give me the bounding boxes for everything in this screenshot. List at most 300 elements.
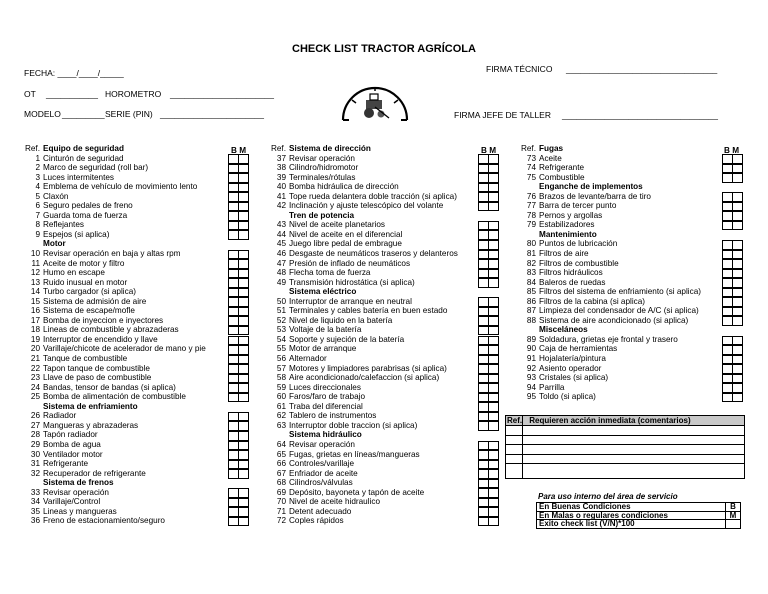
modelo-field[interactable]: _________	[62, 109, 105, 119]
b-checkbox[interactable]	[229, 269, 239, 278]
m-checkbox[interactable]	[239, 355, 249, 364]
item-ref: 33	[30, 487, 40, 497]
item-label: Filtros de la cabina (si aplica)	[539, 296, 646, 306]
b-checkbox[interactable]	[229, 155, 239, 164]
m-checkbox[interactable]	[489, 269, 499, 278]
item-label: Toldo (si aplica)	[539, 392, 596, 402]
item-label: Parrilla	[539, 382, 565, 392]
m-checkbox[interactable]	[239, 202, 249, 211]
item-ref: 50	[276, 296, 286, 306]
item-label: Radiador	[43, 411, 77, 421]
item-label: Inclinación y ajuste telescópico del volante	[289, 201, 444, 211]
b-checkbox[interactable]	[229, 508, 239, 517]
service-row-label: Exito check list (V/N)*100	[537, 520, 726, 529]
b-checkbox[interactable]	[229, 432, 239, 441]
m-checkbox[interactable]	[489, 422, 499, 431]
m-checkbox[interactable]	[733, 250, 743, 259]
m-checkbox[interactable]	[239, 489, 249, 498]
b-checkbox[interactable]	[723, 174, 733, 183]
item-ref: 89	[526, 334, 536, 344]
item-label: Motores y limpiadores parabrisas (si aplica)	[289, 363, 447, 373]
bm-checkbox-pair	[478, 250, 499, 260]
m-checkbox[interactable]	[239, 326, 249, 335]
b-checkbox[interactable]	[479, 164, 489, 173]
b-checkbox[interactable]	[229, 183, 239, 192]
m-checkbox[interactable]	[733, 355, 743, 364]
checklist-item	[24, 450, 206, 460]
b-checkbox[interactable]	[479, 489, 489, 498]
b-checkbox[interactable]	[479, 231, 489, 240]
b-checkbox[interactable]	[229, 307, 239, 316]
m-checkbox[interactable]	[239, 269, 249, 278]
item-ref: 14	[30, 287, 40, 297]
action-row[interactable]	[506, 436, 744, 446]
m-checkbox[interactable]	[489, 365, 499, 374]
b-checkbox[interactable]	[479, 174, 489, 183]
item-ref: 34	[30, 497, 40, 507]
m-checkbox[interactable]	[489, 355, 499, 364]
item-ref: 86	[526, 296, 536, 306]
section-heading	[24, 239, 206, 249]
b-checkbox[interactable]	[479, 260, 489, 269]
m-checkbox[interactable]	[489, 498, 499, 507]
action-row[interactable]	[506, 426, 744, 436]
b-checkbox[interactable]	[229, 451, 239, 460]
m-checkbox[interactable]	[733, 221, 743, 230]
bm-checkbox-pair	[228, 498, 249, 508]
m-checkbox[interactable]	[733, 279, 743, 288]
bm-checkbox-pair	[228, 173, 249, 183]
bm-checkbox-pair	[228, 154, 249, 164]
bm-checkbox-pair	[722, 383, 743, 393]
m-checkbox[interactable]	[239, 317, 249, 326]
b-checkbox[interactable]	[229, 346, 239, 355]
b-checkbox[interactable]	[229, 193, 239, 202]
m-checkbox[interactable]	[239, 298, 249, 307]
bm-checkbox-pair	[228, 488, 249, 498]
m-checkbox[interactable]	[489, 164, 499, 173]
item-label: Soldadura, grietas eje frontal y trasero	[539, 334, 678, 344]
m-checkbox[interactable]	[733, 269, 743, 278]
m-checkbox[interactable]	[733, 298, 743, 307]
m-checkbox[interactable]	[489, 393, 499, 402]
item-ref: 82	[526, 258, 536, 268]
ot-field[interactable]: ___________	[46, 89, 99, 99]
b-checkbox[interactable]	[229, 393, 239, 402]
b-checkbox[interactable]	[723, 193, 733, 202]
b-checkbox[interactable]	[723, 241, 733, 250]
m-checkbox[interactable]	[733, 212, 743, 221]
m-checkbox[interactable]	[239, 470, 249, 479]
b-checkbox[interactable]	[479, 508, 489, 517]
m-checkbox[interactable]	[239, 384, 249, 393]
b-checkbox[interactable]	[229, 441, 239, 450]
b-checkbox[interactable]	[479, 412, 489, 421]
item-ref: 65	[276, 449, 286, 459]
bm-checkbox-pair	[228, 269, 249, 279]
bm-checkbox-pair	[478, 383, 499, 393]
b-checkbox[interactable]	[723, 260, 733, 269]
service-row-code[interactable]	[726, 520, 741, 529]
bm-checkbox-pair	[478, 269, 499, 279]
b-checkbox[interactable]	[479, 241, 489, 250]
m-checkbox[interactable]	[489, 202, 499, 211]
item-ref: 92	[526, 363, 536, 373]
b-checkbox[interactable]	[479, 336, 489, 345]
b-checkbox[interactable]	[723, 288, 733, 297]
m-checkbox[interactable]	[489, 412, 499, 421]
b-checkbox[interactable]	[479, 422, 489, 431]
checklist-item	[520, 201, 701, 211]
checklist-item	[24, 344, 206, 354]
action-table	[505, 415, 745, 479]
b-checkbox[interactable]	[479, 470, 489, 479]
m-checkbox[interactable]	[239, 336, 249, 345]
m-checkbox[interactable]	[239, 498, 249, 507]
b-checkbox[interactable]	[479, 221, 489, 230]
m-checkbox[interactable]	[733, 346, 743, 355]
m-checkbox[interactable]	[239, 432, 249, 441]
b-checkbox[interactable]	[229, 279, 239, 288]
m-checkbox[interactable]	[489, 260, 499, 269]
m-checkbox[interactable]	[239, 422, 249, 431]
checklist-item	[270, 459, 458, 469]
b-checkbox[interactable]	[229, 470, 239, 479]
m-checkbox[interactable]	[733, 164, 743, 173]
item-label: Tanque de combustible	[43, 354, 128, 364]
b-checkbox[interactable]	[229, 384, 239, 393]
b-checkbox[interactable]	[229, 212, 239, 221]
checklist-item	[24, 230, 206, 240]
item-ref: 10	[30, 249, 40, 259]
b-checkbox[interactable]	[229, 517, 239, 526]
b-checkbox[interactable]	[479, 269, 489, 278]
m-checkbox[interactable]	[239, 365, 249, 374]
b-checkbox[interactable]	[479, 183, 489, 192]
checklist-item	[270, 259, 458, 269]
item-ref: 44	[276, 229, 286, 239]
item-ref: 19	[30, 334, 40, 344]
m-checkbox[interactable]	[239, 412, 249, 421]
checklist-item	[24, 373, 206, 383]
m-checkbox[interactable]	[733, 336, 743, 345]
m-checkbox[interactable]	[489, 517, 499, 526]
bm-checkbox-pair	[722, 297, 743, 307]
b-checkbox[interactable]	[479, 365, 489, 374]
checklist-item	[24, 316, 206, 326]
m-checkbox[interactable]	[489, 403, 499, 412]
m-checkbox[interactable]	[733, 241, 743, 250]
b-checkbox[interactable]	[479, 307, 489, 316]
b-checkbox[interactable]	[479, 317, 489, 326]
b-checkbox[interactable]	[229, 288, 239, 297]
m-checkbox[interactable]	[239, 508, 249, 517]
b-checkbox[interactable]	[723, 279, 733, 288]
b-checkbox[interactable]	[479, 250, 489, 259]
b-checkbox[interactable]	[723, 346, 733, 355]
b-checkbox[interactable]	[723, 250, 733, 259]
b-checkbox[interactable]	[723, 317, 733, 326]
checklist-item	[520, 383, 701, 393]
m-checkbox[interactable]	[239, 231, 249, 240]
bm-checkbox-pair	[478, 402, 499, 412]
b-checkbox[interactable]	[723, 365, 733, 374]
b-checkbox[interactable]	[479, 355, 489, 364]
m-checkbox[interactable]	[239, 307, 249, 316]
b-checkbox[interactable]	[229, 336, 239, 345]
b-checkbox[interactable]	[723, 298, 733, 307]
b-checkbox[interactable]	[479, 393, 489, 402]
b-checkbox[interactable]	[229, 260, 239, 269]
m-checkbox[interactable]	[489, 489, 499, 498]
m-checkbox[interactable]	[489, 155, 499, 164]
m-checkbox[interactable]	[489, 183, 499, 192]
ot-label: OT	[24, 89, 36, 99]
action-row[interactable]	[506, 464, 744, 473]
item-ref: 29	[30, 439, 40, 449]
b-checkbox[interactable]	[229, 460, 239, 469]
b-checkbox[interactable]	[479, 155, 489, 164]
checklist-item	[270, 173, 458, 183]
m-checkbox[interactable]	[239, 164, 249, 173]
m-checkbox[interactable]	[489, 460, 499, 469]
b-checkbox[interactable]	[229, 250, 239, 259]
b-checkbox[interactable]	[723, 202, 733, 211]
m-checkbox[interactable]	[239, 212, 249, 221]
checklist-item	[24, 259, 206, 269]
checklist-item	[24, 459, 206, 469]
b-checkbox[interactable]	[723, 374, 733, 383]
m-checkbox[interactable]	[733, 374, 743, 383]
m-checkbox[interactable]	[733, 365, 743, 374]
m-checkbox[interactable]	[489, 317, 499, 326]
b-checkbox[interactable]	[479, 498, 489, 507]
b-checkbox[interactable]	[229, 355, 239, 364]
b-checkbox[interactable]	[479, 202, 489, 211]
b-checkbox[interactable]	[479, 403, 489, 412]
item-ref: 76	[526, 191, 536, 201]
b-checkbox[interactable]	[479, 298, 489, 307]
m-checkbox[interactable]	[239, 460, 249, 469]
item-label: Tablero de instrumentos	[289, 411, 377, 421]
m-checkbox[interactable]	[489, 451, 499, 460]
item-label: Cilindro/hidromotor	[289, 163, 359, 173]
m-checkbox[interactable]	[733, 202, 743, 211]
m-checkbox[interactable]	[239, 183, 249, 192]
item-ref: 38	[276, 163, 286, 173]
item-label: Transmisión hidrostática (si aplica)	[289, 277, 415, 287]
m-checkbox[interactable]	[733, 307, 743, 316]
b-checkbox[interactable]	[723, 307, 733, 316]
m-checkbox[interactable]	[733, 155, 743, 164]
item-label: Claxón	[43, 191, 69, 201]
m-checkbox[interactable]	[489, 231, 499, 240]
b-checkbox[interactable]	[479, 374, 489, 383]
m-checkbox[interactable]	[733, 317, 743, 326]
bm-checkbox-pair	[478, 259, 499, 269]
bm-checkbox-pair	[228, 393, 249, 403]
b-checkbox[interactable]	[479, 479, 489, 488]
item-label: Lineas de combustible y abrazaderas	[43, 325, 179, 335]
b-checkbox[interactable]	[723, 355, 733, 364]
m-checkbox[interactable]	[489, 279, 499, 288]
m-checkbox[interactable]	[489, 384, 499, 393]
b-checkbox[interactable]	[723, 336, 733, 345]
bm-checkbox-pair	[478, 479, 499, 489]
b-checkbox[interactable]	[229, 489, 239, 498]
m-checkbox[interactable]	[239, 288, 249, 297]
b-checkbox[interactable]	[723, 212, 733, 221]
b-checkbox[interactable]	[229, 174, 239, 183]
firma-jefe-field[interactable]: _________________________________	[562, 110, 719, 120]
m-checkbox[interactable]	[239, 346, 249, 355]
item-label: Presión de inflado de neumáticos	[289, 258, 411, 268]
m-checkbox[interactable]	[733, 193, 743, 202]
m-checkbox[interactable]	[733, 174, 743, 183]
bm-checkbox-pair	[478, 412, 499, 422]
m-checkbox[interactable]	[489, 221, 499, 230]
bm-checkbox-pair	[478, 154, 499, 164]
m-checkbox[interactable]	[239, 221, 249, 230]
checklist-item	[24, 192, 206, 202]
action-row[interactable]	[506, 445, 744, 455]
m-checkbox[interactable]	[489, 174, 499, 183]
m-checkbox[interactable]	[239, 174, 249, 183]
checklist-item	[24, 268, 206, 278]
m-checkbox[interactable]	[239, 260, 249, 269]
horometro-field[interactable]: ______________________	[170, 89, 275, 99]
item-ref: 17	[30, 315, 40, 325]
b-checkbox[interactable]	[479, 193, 489, 202]
b-checkbox[interactable]	[229, 365, 239, 374]
b-checkbox[interactable]	[723, 221, 733, 230]
checklist-item	[24, 469, 206, 479]
m-checkbox[interactable]	[239, 374, 249, 383]
m-checkbox[interactable]	[239, 279, 249, 288]
item-label: Nivel de aceite hidraulico	[289, 497, 381, 507]
b-checkbox[interactable]	[479, 346, 489, 355]
b-checkbox[interactable]	[229, 202, 239, 211]
m-checkbox[interactable]	[489, 250, 499, 259]
b-checkbox[interactable]	[723, 164, 733, 173]
m-checkbox[interactable]	[489, 441, 499, 450]
m-checkbox[interactable]	[489, 479, 499, 488]
section-heading	[520, 144, 701, 154]
b-checkbox[interactable]	[479, 460, 489, 469]
m-checkbox[interactable]	[239, 155, 249, 164]
bm-checkbox-pair	[228, 316, 249, 326]
checklist-item	[270, 392, 458, 402]
item-label: Ruido inusual en motor	[43, 277, 128, 287]
b-checkbox[interactable]	[479, 384, 489, 393]
b-checkbox[interactable]	[479, 326, 489, 335]
b-checkbox[interactable]	[229, 412, 239, 421]
m-checkbox[interactable]	[239, 451, 249, 460]
bm-checkbox-pair	[228, 355, 249, 365]
m-checkbox[interactable]	[489, 346, 499, 355]
m-checkbox[interactable]	[239, 393, 249, 402]
item-ref: 37	[276, 153, 286, 163]
b-checkbox[interactable]	[229, 422, 239, 431]
b-checkbox[interactable]	[229, 326, 239, 335]
m-checkbox[interactable]	[489, 470, 499, 479]
b-checkbox[interactable]	[229, 298, 239, 307]
b-checkbox[interactable]	[229, 231, 239, 240]
b-checkbox[interactable]	[479, 441, 489, 450]
fecha-field[interactable]: FECHA: ____/____/_____	[24, 68, 124, 78]
item-label: Mangueras y abrazaderas	[43, 420, 139, 430]
m-checkbox[interactable]	[239, 193, 249, 202]
b-checkbox[interactable]	[229, 317, 239, 326]
item-label: Limpieza del condensador de A/C (si aplica)	[539, 306, 699, 316]
b-checkbox[interactable]	[229, 164, 239, 173]
m-checkbox[interactable]	[733, 384, 743, 393]
checklist-item	[270, 383, 458, 393]
m-checkbox[interactable]	[489, 298, 499, 307]
item-ref: Ref.	[270, 144, 286, 153]
bm-checkbox-pair	[722, 355, 743, 365]
m-checkbox[interactable]	[239, 517, 249, 526]
m-checkbox[interactable]	[489, 307, 499, 316]
bm-checkbox-pair	[228, 507, 249, 517]
item-label: Marco de seguridad (roll bar)	[43, 163, 149, 173]
item-label: Fugas, grietas en líneas/mangueras	[289, 449, 420, 459]
m-checkbox[interactable]	[489, 193, 499, 202]
item-ref: 91	[526, 354, 536, 364]
m-checkbox[interactable]	[733, 393, 743, 402]
action-row[interactable]	[506, 455, 744, 465]
item-label: Filtros de aire	[539, 249, 589, 259]
firma-tecnico-field[interactable]: ________________________________	[566, 64, 718, 74]
m-checkbox[interactable]	[489, 326, 499, 335]
checklist-item	[270, 507, 458, 517]
b-checkbox[interactable]	[479, 451, 489, 460]
firma-jefe-label: FIRMA JEFE DE TALLER	[454, 110, 551, 120]
item-label: Alternador	[289, 354, 327, 364]
bm-checkbox-pair	[228, 183, 249, 193]
item-label: Ventilador motor	[43, 449, 103, 459]
b-checkbox[interactable]	[229, 498, 239, 507]
checklist-item	[520, 220, 701, 230]
m-checkbox[interactable]	[489, 336, 499, 345]
m-checkbox[interactable]	[239, 441, 249, 450]
item-ref: 61	[276, 401, 286, 411]
b-checkbox[interactable]	[723, 393, 733, 402]
m-checkbox[interactable]	[489, 508, 499, 517]
item-ref: 28	[30, 430, 40, 440]
b-checkbox[interactable]	[723, 155, 733, 164]
m-checkbox[interactable]	[489, 241, 499, 250]
item-ref: 88	[526, 315, 536, 325]
m-checkbox[interactable]	[733, 260, 743, 269]
m-checkbox[interactable]	[733, 288, 743, 297]
b-checkbox[interactable]	[723, 269, 733, 278]
bm-checkbox-pair	[722, 259, 743, 269]
b-checkbox[interactable]	[723, 384, 733, 393]
section-label: Sistema de frenos	[43, 478, 114, 488]
serie-field[interactable]: ______________________	[160, 109, 265, 119]
b-checkbox[interactable]	[479, 517, 489, 526]
b-checkbox[interactable]	[479, 279, 489, 288]
item-ref: 36	[30, 516, 40, 526]
bm-checkbox-pair	[478, 183, 499, 193]
m-checkbox[interactable]	[489, 374, 499, 383]
b-checkbox[interactable]	[229, 221, 239, 230]
m-checkbox[interactable]	[239, 250, 249, 259]
b-checkbox[interactable]	[229, 374, 239, 383]
checklist-item	[24, 211, 206, 221]
item-ref: 39	[276, 172, 286, 182]
